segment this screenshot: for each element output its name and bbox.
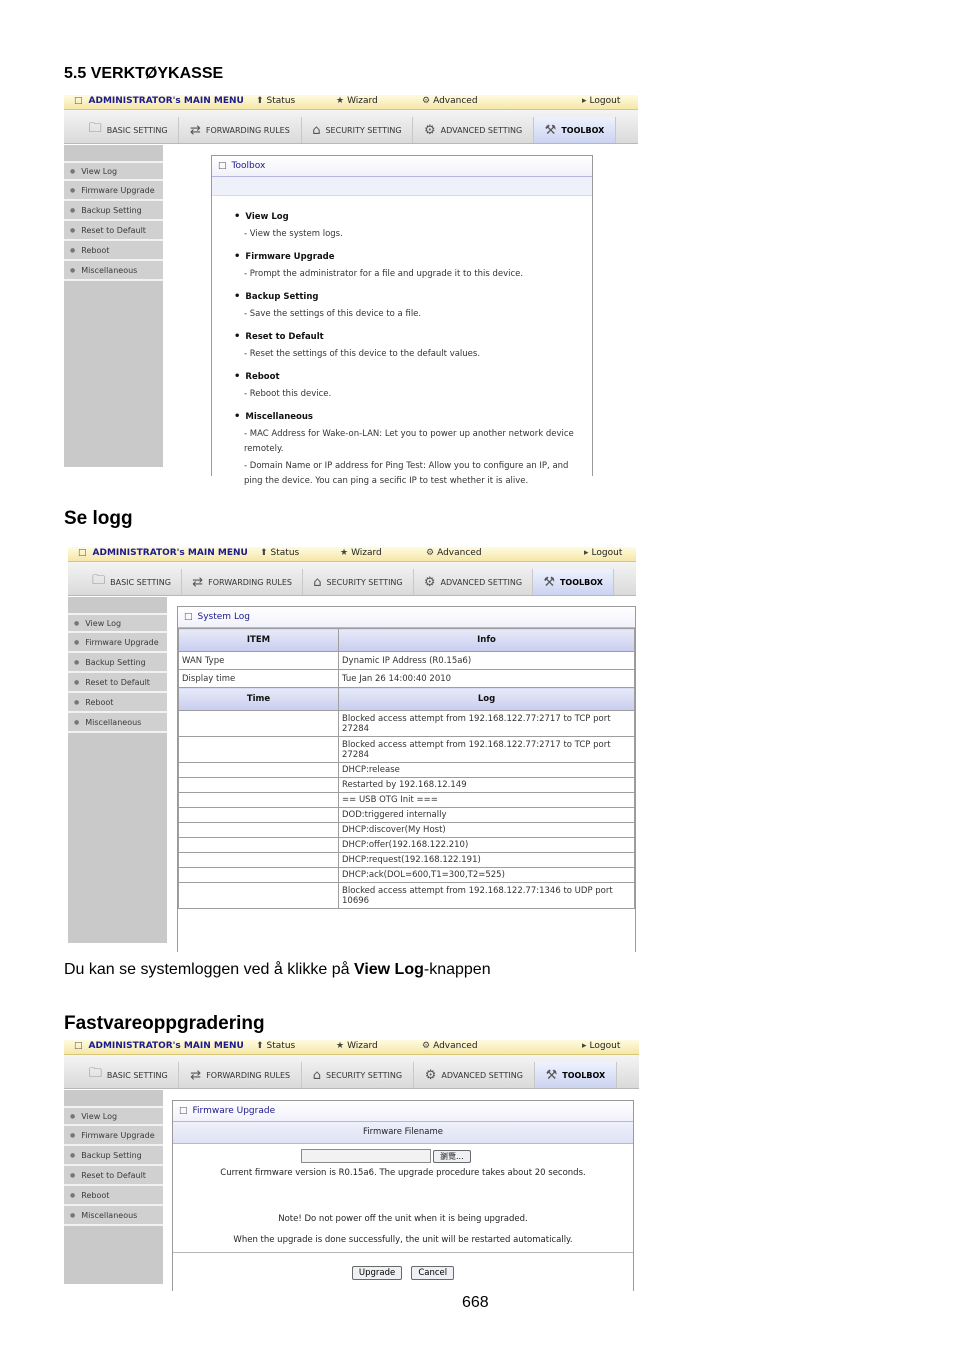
admin-main-menu-link[interactable]: □ ADMINISTRATOR's MAIN MENU xyxy=(78,548,248,558)
toolbox-item-title: • Reset to Default xyxy=(234,331,324,342)
tab-label: ADVANCED SETTING xyxy=(440,577,523,587)
time-cell xyxy=(179,853,339,868)
advanced-label: Advanced xyxy=(433,1041,478,1051)
admin-main-menu-link[interactable]: □ ADMINISTRATOR's MAIN MENU xyxy=(74,1041,244,1051)
status-icon: ⬆ xyxy=(256,96,264,106)
top-menu-bar xyxy=(64,95,638,110)
firmware-actions xyxy=(173,1252,633,1280)
logout-label: Logout xyxy=(589,1041,621,1051)
security-icon: ⌂ xyxy=(312,1067,321,1083)
power-off-note: Note! Do not power off the unit when it is being upgraded. xyxy=(278,1214,528,1224)
page-number: 668 xyxy=(462,1294,489,1311)
system-log-screenshot xyxy=(68,547,636,943)
log-cell: DHCP:request(192.168.122.191) xyxy=(339,853,635,868)
time-cell xyxy=(179,823,339,838)
sidebar-item-reboot[interactable] xyxy=(64,1186,163,1206)
logout-arrow-icon: ▸ xyxy=(584,548,589,558)
sidebar-label: Backup Setting xyxy=(81,205,142,215)
logout-link[interactable] xyxy=(582,96,620,106)
tab-label: SECURITY SETTING xyxy=(325,125,402,135)
sidebar-item-reset-to-default[interactable] xyxy=(68,673,167,693)
sidebar-label: Reset to Default xyxy=(81,225,146,235)
sidebar-label: Backup Setting xyxy=(85,657,146,667)
firmware-file-input[interactable] xyxy=(301,1149,431,1163)
table-row xyxy=(179,853,635,868)
time-cell xyxy=(179,868,339,883)
advanced-icon: ⚙ xyxy=(422,96,431,106)
table-row xyxy=(179,808,635,823)
table-row xyxy=(179,793,635,808)
table-row xyxy=(179,883,635,909)
sidebar-item-reset-to-default[interactable] xyxy=(64,1166,163,1186)
browse-button[interactable]: 瀏覽... xyxy=(433,1150,471,1163)
status-label: Status xyxy=(266,1041,296,1051)
tab-label: FORWARDING RULES xyxy=(208,577,292,587)
tab-bar xyxy=(68,562,636,596)
sidebar-item-reset-to-default[interactable] xyxy=(64,221,163,241)
forwarding-icon: ⇄ xyxy=(190,1067,202,1083)
current-version-text: Current firmware version is R0.15a6. The upgrade procedure takes about 20 seconds. xyxy=(220,1168,586,1178)
item-cell: Display time xyxy=(179,670,339,688)
wizard-label: Wizard xyxy=(351,548,382,558)
toolbox-screenshot xyxy=(64,95,638,486)
system-log-table xyxy=(178,628,635,909)
advanced-setting-icon: ⚙ xyxy=(424,122,436,138)
table-row xyxy=(179,670,635,688)
tab-label: TOOLBOX xyxy=(559,577,603,587)
advanced-icon: ⚙ xyxy=(422,1041,431,1051)
log-cell: Blocked access attempt from 192.168.122.77:2717 to TCP port 27284 xyxy=(339,711,635,737)
restart-note: When the upgrade is done successfully, the unit will be restarted automatically. xyxy=(233,1235,573,1245)
square-icon: □ xyxy=(184,612,193,622)
bullet-icon: ● xyxy=(70,167,76,175)
sidebar-label: Reboot xyxy=(81,245,110,255)
column-header: Log xyxy=(339,688,635,711)
firmware-upgrade-screenshot xyxy=(64,1040,639,1284)
bullet-icon: ● xyxy=(70,266,76,274)
bullet-icon: ● xyxy=(70,1171,76,1179)
advanced-icon: ⚙ xyxy=(426,548,435,558)
bullet-icon: ● xyxy=(70,186,76,194)
log-cell: DOD:triggered internally xyxy=(339,808,635,823)
tab-forwarding-rules[interactable] xyxy=(179,117,301,143)
toolbox-icon: ⚒ xyxy=(544,122,557,138)
sidebar-label: Reboot xyxy=(85,697,114,707)
sidebar-label: Backup Setting xyxy=(81,1150,142,1160)
advanced-link[interactable] xyxy=(422,96,478,106)
wizard-link[interactable] xyxy=(340,548,382,558)
toolbox-item-desc: - MAC Address for Wake-on-LAN: Let you to power up another network device remotely. xyxy=(244,429,574,454)
tab-toolbox[interactable] xyxy=(533,569,614,595)
sidebar-label: Firmware Upgrade xyxy=(81,1130,155,1140)
sidebar-label: View Log xyxy=(85,618,122,628)
tab-advanced-setting[interactable] xyxy=(414,569,533,595)
wizard-label: Wizard xyxy=(347,96,378,106)
square-icon: □ xyxy=(218,161,227,171)
toolbox-item-title: • Reboot xyxy=(234,371,280,382)
tab-security-setting[interactable] xyxy=(302,1062,414,1088)
paragraph-text: -knappen xyxy=(423,961,491,978)
info-cell: Tue Jan 26 14:00:40 2010 xyxy=(339,670,635,688)
time-cell xyxy=(179,737,339,763)
sidebar-item-backup-setting[interactable] xyxy=(68,653,167,673)
bullet-icon: ● xyxy=(70,1211,76,1219)
log-cell: DHCP:ack(DOL=600,T1=300,T2=525) xyxy=(339,868,635,883)
toolbox-item-title: • Firmware Upgrade xyxy=(234,251,335,262)
tab-security-setting[interactable] xyxy=(302,117,414,143)
paragraph-bold: View Log xyxy=(353,961,424,978)
status-icon: ⬆ xyxy=(260,548,268,558)
bullet-icon: ● xyxy=(74,638,80,646)
toolbox-box xyxy=(211,155,593,486)
log-cell: == USB OTG Init === xyxy=(339,793,635,808)
firmware-title: Firmware Upgrade xyxy=(192,1106,276,1116)
tab-label: BASIC SETTING xyxy=(110,577,171,587)
tab-label: FORWARDING RULES xyxy=(205,125,290,135)
upgrade-button[interactable]: Upgrade xyxy=(352,1266,402,1280)
time-cell xyxy=(179,793,339,808)
sidebar-label: Reset to Default xyxy=(85,677,150,687)
table-row xyxy=(179,868,635,883)
table-row xyxy=(179,778,635,793)
sidebar-item-firmware-upgrade[interactable] xyxy=(64,1126,163,1146)
column-header: Info xyxy=(339,629,635,652)
toolbox-icon: ⚒ xyxy=(543,574,555,590)
sidebar xyxy=(68,597,167,943)
table-header-row xyxy=(179,629,635,652)
wizard-link[interactable] xyxy=(336,1041,378,1051)
log-cell: Restarted by 192.168.12.149 xyxy=(339,778,635,793)
sidebar-label: Firmware Upgrade xyxy=(81,185,155,195)
forwarding-icon: ⇄ xyxy=(189,122,201,138)
wizard-icon: ★ xyxy=(340,548,349,558)
sidebar xyxy=(64,145,163,467)
wizard-label: Wizard xyxy=(347,1041,378,1051)
sidebar-item-reboot[interactable] xyxy=(64,241,163,261)
bullet-icon: ● xyxy=(70,246,76,254)
wizard-icon: ★ xyxy=(336,1041,345,1051)
logout-arrow-icon: ▸ xyxy=(582,96,587,106)
time-cell xyxy=(179,808,339,823)
sidebar-label: Miscellaneous xyxy=(85,717,142,727)
sidebar-item-miscellaneous[interactable] xyxy=(64,261,163,281)
sidebar-item-firmware-upgrade[interactable] xyxy=(68,633,167,653)
sidebar-item-view-log[interactable] xyxy=(64,161,163,181)
folder-icon: 🗀 xyxy=(88,1066,102,1081)
toolbox-icon: ⚒ xyxy=(545,1067,558,1083)
advanced-link[interactable] xyxy=(426,548,482,558)
filename-label-text: Firmware Filename xyxy=(363,1127,443,1137)
advanced-setting-icon: ⚙ xyxy=(424,1067,437,1083)
bullet-icon: ● xyxy=(74,619,80,627)
tab-toolbox[interactable] xyxy=(534,117,616,143)
section-heading: 5.5 VERKTØYKASSE xyxy=(64,65,224,82)
table-row xyxy=(179,711,635,737)
firmware-upgrade-header xyxy=(173,1101,633,1122)
sidebar-label: Miscellaneous xyxy=(81,1210,138,1220)
cancel-button[interactable]: Cancel xyxy=(411,1266,454,1280)
sidebar-item-firmware-upgrade[interactable] xyxy=(64,181,163,201)
table-header-row xyxy=(179,688,635,711)
system-log-box xyxy=(177,606,636,952)
toolbox-item-desc: - Reboot this device. xyxy=(244,389,332,399)
log-cell: Blocked access attempt from 192.168.122.77:2717 to TCP port 27284 xyxy=(339,737,635,763)
logout-label: Logout xyxy=(589,96,621,106)
admin-main-menu-link[interactable]: □ ADMINISTRATOR's MAIN MENU xyxy=(74,96,244,106)
bullet-icon: ● xyxy=(74,718,80,726)
system-log-header xyxy=(178,607,635,628)
tab-security-setting[interactable] xyxy=(303,569,414,595)
sidebar-item-view-log[interactable] xyxy=(68,613,167,633)
sidebar-label: View Log xyxy=(81,166,118,176)
wizard-link[interactable] xyxy=(336,96,378,106)
toolbox-item-desc: - Prompt the administrator for a file and upgrade it to this device. xyxy=(244,269,524,279)
tab-forwarding-rules[interactable] xyxy=(182,569,303,595)
advanced-label: Advanced xyxy=(437,548,482,558)
time-cell xyxy=(179,763,339,778)
paragraph-text: Du kan se systemloggen ved å klikke på xyxy=(64,961,354,978)
wizard-icon: ★ xyxy=(336,96,345,106)
log-cell: Blocked access attempt from 192.168.122.77:1346 to UDP port 10696 xyxy=(339,883,635,909)
sidebar-item-miscellaneous[interactable] xyxy=(64,1206,163,1226)
view-log-heading: Se logg xyxy=(64,508,133,529)
bullet-icon: ● xyxy=(74,678,80,686)
table-row xyxy=(179,737,635,763)
table-row xyxy=(179,763,635,778)
tab-bar xyxy=(64,1055,639,1089)
tab-bar xyxy=(64,110,638,144)
tab-advanced-setting[interactable] xyxy=(413,117,534,143)
tab-basic-setting[interactable] xyxy=(78,117,179,143)
tab-label: BASIC SETTING xyxy=(106,125,168,135)
firmware-heading: Fastvareoppgradering xyxy=(64,1013,265,1034)
toolbox-item-title: • Backup Setting xyxy=(234,291,319,302)
tab-label: BASIC SETTING xyxy=(106,1070,168,1080)
logout-link[interactable] xyxy=(584,548,622,558)
sidebar-label: Reset to Default xyxy=(81,1170,146,1180)
toolbox-box-header xyxy=(212,156,592,177)
logout-arrow-icon: ▸ xyxy=(582,1041,587,1051)
status-link[interactable] xyxy=(260,548,299,558)
time-cell xyxy=(179,711,339,737)
sidebar xyxy=(64,1090,163,1284)
sidebar-item-backup-setting[interactable] xyxy=(64,1146,163,1166)
tab-basic-setting[interactable] xyxy=(82,569,182,595)
firmware-filename-label xyxy=(173,1122,633,1144)
tab-label: TOOLBOX xyxy=(562,1070,606,1080)
system-log-title: System Log xyxy=(197,612,251,622)
advanced-setting-icon: ⚙ xyxy=(423,574,436,590)
logout-label: Logout xyxy=(591,548,623,558)
bullet-icon: ● xyxy=(70,1112,76,1120)
toolbox-item-title: • Miscellaneous xyxy=(234,411,313,422)
sidebar-item-reboot[interactable] xyxy=(68,693,167,713)
toolbox-item-desc: - View the system logs. xyxy=(244,229,343,239)
security-icon: ⌂ xyxy=(312,122,321,138)
time-cell xyxy=(179,778,339,793)
sidebar-label: Reboot xyxy=(81,1190,110,1200)
tab-label: ADVANCED SETTING xyxy=(440,125,523,135)
toolbox-title: Toolbox xyxy=(231,161,266,171)
advanced-label: Advanced xyxy=(433,96,478,106)
table-row xyxy=(179,823,635,838)
security-icon: ⌂ xyxy=(313,574,322,590)
logout-link[interactable] xyxy=(582,1041,620,1051)
tab-label: TOOLBOX xyxy=(561,125,605,135)
tab-basic-setting[interactable] xyxy=(78,1062,179,1088)
bullet-icon: ● xyxy=(70,1151,76,1159)
sidebar-item-miscellaneous[interactable] xyxy=(68,713,167,733)
toolbox-item-desc: - Domain Name or IP address for Ping Test: Allow you to configure an IP, and ping the device. You can ping a secific IP to test whether it is alive. xyxy=(244,461,569,486)
table-row xyxy=(179,652,635,670)
toolbox-item-title: • View Log xyxy=(234,211,289,222)
sidebar-item-backup-setting[interactable] xyxy=(64,201,163,221)
status-link[interactable] xyxy=(256,96,295,106)
status-label: Status xyxy=(266,96,296,106)
square-icon: □ xyxy=(179,1106,188,1116)
view-log-paragraph xyxy=(64,961,491,979)
tab-forwarding-rules[interactable] xyxy=(179,1062,301,1088)
sidebar-item-view-log[interactable] xyxy=(64,1106,163,1126)
table-row xyxy=(179,838,635,853)
top-menu-bar xyxy=(68,547,636,562)
status-link[interactable] xyxy=(256,1041,295,1051)
toolbox-item-desc: - Reset the settings of this device to the default values. xyxy=(244,349,481,359)
item-cell: WAN Type xyxy=(179,652,339,670)
bullet-icon: ● xyxy=(70,1131,76,1139)
time-cell xyxy=(179,883,339,909)
column-header: ITEM xyxy=(179,629,339,652)
forwarding-icon: ⇄ xyxy=(192,574,204,590)
tab-label: ADVANCED SETTING xyxy=(441,1070,523,1080)
bullet-icon: ● xyxy=(70,1191,76,1199)
bullet-icon: ● xyxy=(74,698,80,706)
tab-toolbox[interactable] xyxy=(535,1062,617,1088)
info-cell: Dynamic IP Address (R0.15a6) xyxy=(339,652,635,670)
bullet-icon: ● xyxy=(70,206,76,214)
sidebar-label: View Log xyxy=(81,1111,118,1121)
tab-label: SECURITY SETTING xyxy=(326,577,403,587)
bullet-icon: ● xyxy=(74,658,80,666)
time-cell xyxy=(179,838,339,853)
log-cell: DHCP:discover(My Host) xyxy=(339,823,635,838)
top-menu-bar xyxy=(64,1040,639,1055)
toolbox-item-desc: - Save the settings of this device to a file. xyxy=(244,309,422,319)
sidebar-label: Miscellaneous xyxy=(81,265,138,275)
sidebar-label: Firmware Upgrade xyxy=(85,637,159,647)
folder-icon: 🗀 xyxy=(88,121,102,136)
log-cell: DHCP:release xyxy=(339,763,635,778)
status-label: Status xyxy=(270,548,300,558)
tab-label: SECURITY SETTING xyxy=(325,1070,403,1080)
column-header: Time xyxy=(179,688,339,711)
folder-icon: 🗀 xyxy=(92,573,106,588)
log-cell: DHCP:offer(192.168.122.210) xyxy=(339,838,635,853)
advanced-link[interactable] xyxy=(422,1041,478,1051)
firmware-upgrade-box xyxy=(172,1100,634,1291)
tab-advanced-setting[interactable] xyxy=(414,1062,535,1088)
bullet-icon: ● xyxy=(70,226,76,234)
tab-label: FORWARDING RULES xyxy=(206,1070,291,1080)
toolbox-list xyxy=(212,196,592,489)
status-icon: ⬆ xyxy=(256,1041,264,1051)
